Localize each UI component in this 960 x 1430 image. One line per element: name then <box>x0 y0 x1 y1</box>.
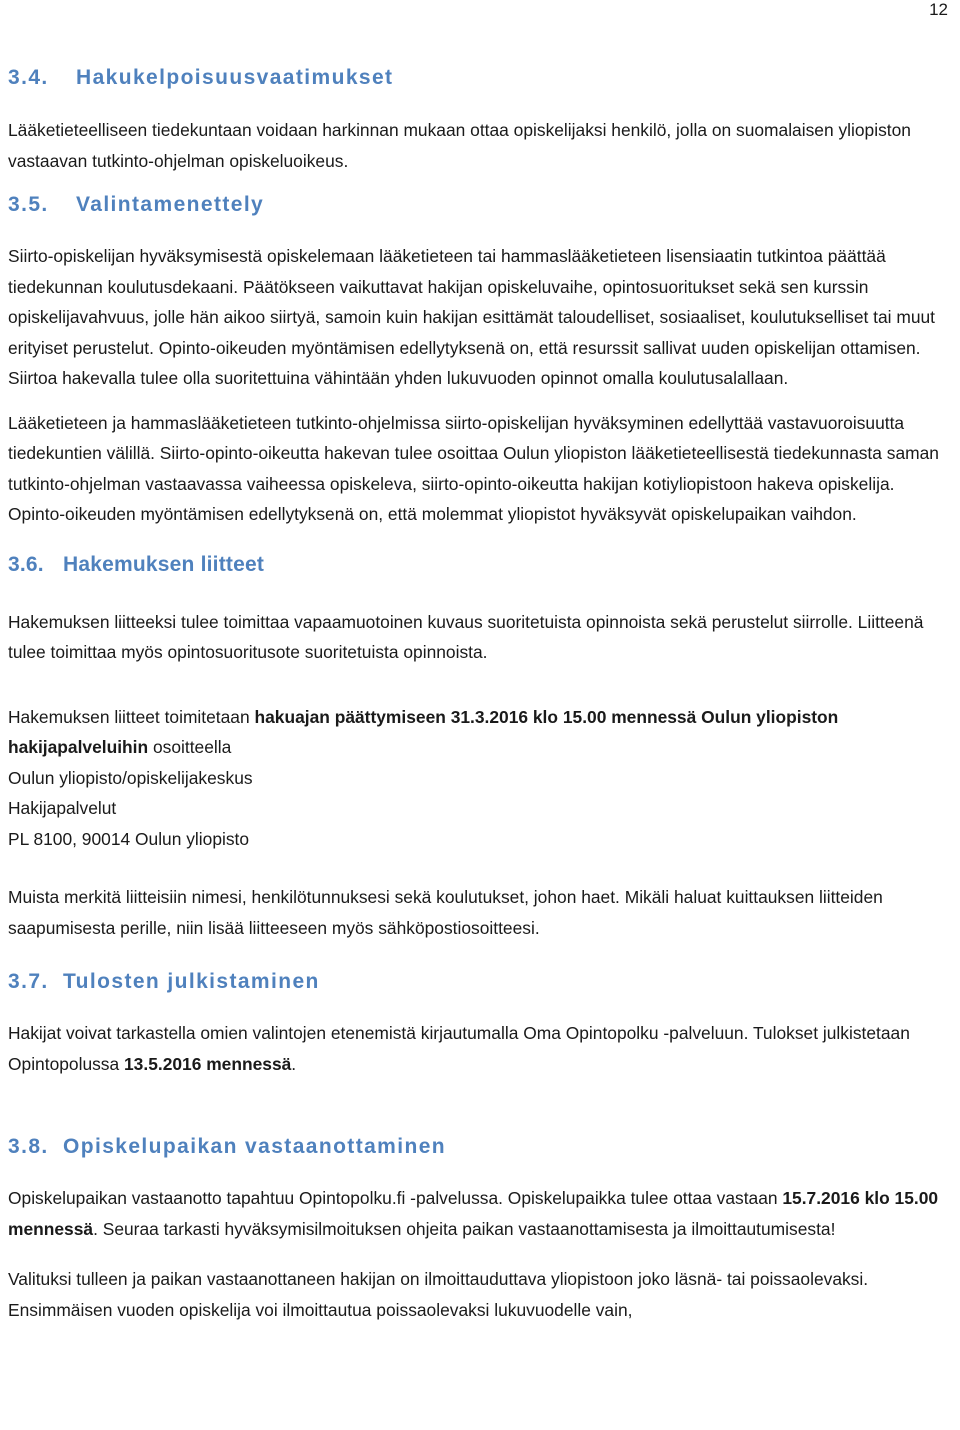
submission-text-end: osoitteella <box>148 737 232 757</box>
address-line-1: Oulun yliopisto/opiskelijakeskus <box>8 767 253 788</box>
results-text-end: . <box>291 1053 297 1074</box>
paragraph-selection-procedure: Siirto-opiskelijan hyväksymisestä opiskelemaan lääketieteen tai hammaslääketieteen lisensiaatin tutkintoa päättää tiedekunnan koulutusdekaani. Päätökseen vaikuttavat hakijan opiskeluvaihe, opintosuoritukset sekä sen kurssin opiskelijavahvuus, jolle hän aikoo siirtyä, samoin kuin hakijan esittämät taloudelliset, sosiaaliset, koulutukselliset tai muut erityiset perustelut. Opinto-oikeuden myöntämisen edellytyksenä on, että resurssit sallivat uuden opiskelijan ottamisen. Siirtoa hakevalla tulee olla suoritettuina vähintään yhden lukuvuoden opinnot omalla koulutusalallaan. <box>8 246 936 388</box>
heading-3-5 <box>8 189 953 221</box>
postal-address <box>8 763 953 855</box>
heading-number: 3.8. <box>8 1135 49 1158</box>
paragraph-attachments: Hakemuksen liitteeksi tulee toimittaa vapaamuotoinen kuvaus suoritetuista opinnoista sekä perustelut siirrolle. Liitteenä tulee toimittaa myös opintosuoritusote suoritetuista opinnoista. <box>8 611 924 662</box>
heading-3-8 <box>8 1131 953 1163</box>
paragraph-eligibility: Lääketieteelliseen tiedekuntaan voidaan harkinnan mukaan ottaa opiskelijaksi henkilö, jolla on suomalaisen yliopiston vastaavan tutkinto-ohjelman opiskeluoikeus. <box>8 120 911 171</box>
heading-title: Opiskelupaikan vastaanottaminen <box>63 1135 447 1158</box>
heading-title: Tulosten julkistaminen <box>63 970 320 993</box>
acceptance-deadline: 15.7.2016 klo 15.00 mennessä <box>8 1188 939 1239</box>
heading-number: 3.5. <box>8 193 49 216</box>
submission-deadline: hakuajan päättymiseen 31.3.2016 klo 15.00 mennessä Oulun yliopiston hakijapalveluihin <box>8 706 839 757</box>
heading-title: Valintamenettely <box>76 193 265 216</box>
heading-title: Hakemuksen liitteet <box>63 552 265 576</box>
heading-3-7 <box>8 966 953 998</box>
paragraph-results <box>8 1018 953 1079</box>
address-line-3: PL 8100, 90014 Oulun yliopisto <box>8 828 250 849</box>
heading-3-6 <box>8 549 953 581</box>
submission-text: Hakemuksen liitteet toimitetaan <box>8 706 255 727</box>
acceptance-text: Opiskelupaikan vastaanotto tapahtuu Opintopolku.fi -palvelussa. Opiskelupaikka tulee ottaa vastaan <box>8 1188 783 1208</box>
heading-number: 3.4. <box>8 66 49 89</box>
page-number: 12 <box>929 0 948 19</box>
address-line-2: Hakijapalvelut <box>8 798 117 818</box>
paragraph-reciprocity: Lääketieteen ja hammaslääketieteen tutkinto-ohjelmissa siirto-opiskelijan hyväksyminen edellyttää vastavuoroisuutta tiedekuntien välillä. Siirto-opinto-oikeutta hakevan tulee osoittaa Oulun yliopiston lääketieteellisestä tiedekunnasta saman tutkinto-ohjelman vastaavassa vaiheessa opiskeleva, siirto-opinto-oikeutta hakijan kotiyliopistoon hakeva opiskelija. Opinto-oikeuden myöntämisen edellytyksenä on, että molemmat yliopistot hyväksyvät opiskelupaikan vaihdon. <box>8 412 939 524</box>
acceptance-text-end: . Seuraa tarkasti hyväksymisilmoituksen ohjeita paikan vastaanottamisesta ja ilmoittautumisesta! <box>93 1218 836 1239</box>
results-date: 13.5.2016 mennessä <box>124 1053 292 1074</box>
heading-3-4 <box>8 62 953 94</box>
paragraph-submission <box>8 702 953 763</box>
document-body <box>8 62 953 1325</box>
paragraph-registration: Valituksi tulleen ja paikan vastaanottaneen hakijan on ilmoittauduttava yliopistoon joko läsnä- tai poissaolevaksi. Ensimmäisen vuoden opiskelija voi ilmoittautua poissaolevaksi lukuvuodelle vain, <box>8 1269 869 1320</box>
heading-number: 3.6. <box>8 552 44 576</box>
results-text: Hakijat voivat tarkastella omien valintojen etenemistä kirjautumalla Oma Opintopolku -palveluun. Tulokset julkistetaan Opintopolussa <box>8 1023 910 1074</box>
paragraph-mark-attachments: Muista merkitä liitteisiin nimesi, henkilötunnuksesi sekä koulutukset, johon haet. Mikäli haluat kuittauksen liitteiden saapumisesta perille, niin lisää liitteeseen myös sähköpostiosoitteesi. <box>8 887 883 938</box>
paragraph-acceptance <box>8 1183 953 1244</box>
heading-number: 3.7. <box>8 970 49 993</box>
heading-title: Hakukelpoisuusvaatimukset <box>76 66 394 89</box>
